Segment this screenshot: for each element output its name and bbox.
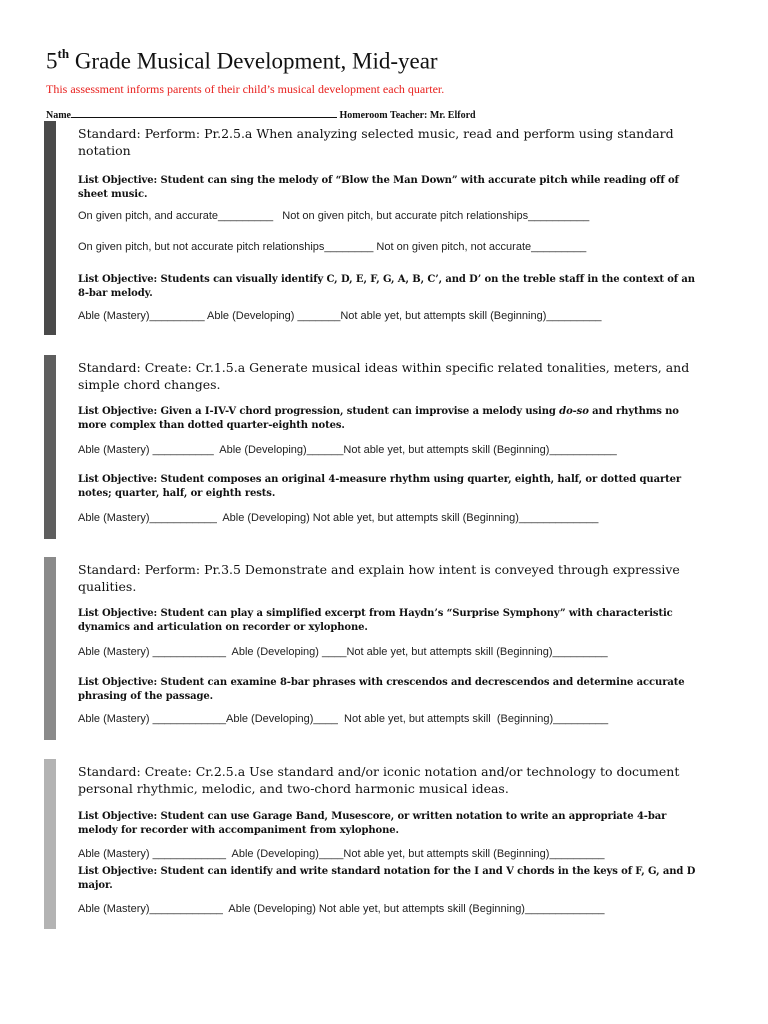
list-objective: List Objective: Student can use Garage Band, Musescore, or written notation to write an appropriate 4-bar melody for recorder with accompaniment from xylophone. xyxy=(78,811,667,836)
rating-row: Able (Mastery) ____________ Able (Developing) ____Not able yet, but attempts skill (Beginning)_________ xyxy=(78,646,608,658)
assessment-note: This assessment informs parents of their child’s musical development each quarter. xyxy=(46,82,445,96)
rating-row: Able (Mastery)___________ Able (Developing) Not able yet, but attempts skill (Beginning)_____________ xyxy=(78,512,599,524)
list-objective: List Objective: Students can visually identify C, D, E, F, G, A, B, C’, and D’ on the treble staff in the context of an 8-bar melody. xyxy=(78,274,695,299)
list-objective: List Objective: Student can examine 8-bar phrases with crescendos and decrescendos and determine accurate phrasing of the passage. xyxy=(78,677,685,702)
rating-row: Able (Mastery)____________ Able (Developing) Not able yet, but attempts skill (Beginning)_____________ xyxy=(78,903,605,915)
standard-heading: Standard: Create: Cr.2.5.a Use standard and/or iconic notation and/or technology to document personal rhythmic, melodic, and two-chord harmonic musical ideas. xyxy=(78,764,680,796)
list-objective xyxy=(78,405,708,433)
list-objective: List Objective: Student can sing the melody of “Blow the Man Down” with accurate pitch while reading off of sheet music. xyxy=(78,175,679,200)
objective-text-start: List Objective: Given a I-IV-V chord progression, student can improvise a melody using xyxy=(78,406,560,417)
homeroom-teacher-label: Homeroom Teacher: Mr. Elford xyxy=(337,110,476,121)
section-color-bar xyxy=(44,759,56,929)
name-label: Name xyxy=(46,110,71,121)
section-color-bar xyxy=(44,355,56,539)
objective-text-end: and rhythms no more complex than dotted quarter-eighth notes. xyxy=(78,406,679,431)
title-text: Grade Musical Development, Mid-year xyxy=(69,48,438,74)
rating-row: On given pitch, and accurate_________ Not on given pitch, but accurate pitch relationships__________ xyxy=(78,210,590,222)
standard-heading: Standard: Perform: Pr.2.5.a When analyzing selected music, read and perform using standard notation xyxy=(78,126,674,158)
list-objective: List Objective: Student can play a simplified excerpt from Haydn’s “Surprise Symphony” with characteristic dynamics and articulation on recorder or xylophone. xyxy=(78,608,673,633)
list-objective: List Objective: Student composes an original 4-measure rhythm using quarter, eighth, half, or dotted quarter notes; quarter, half, or eighth rests. xyxy=(78,474,682,499)
rating-row: Able (Mastery) __________ Able (Developing)______Not able yet, but attempts skill (Beginning)___________ xyxy=(78,444,617,456)
page-title xyxy=(46,48,438,75)
section-color-bar xyxy=(44,121,56,335)
rating-row: Able (Mastery) ____________ Able (Developing)____Not able yet, but attempts skill (Beginning)_________ xyxy=(78,848,605,860)
section-color-bar xyxy=(44,557,56,740)
rating-row: Able (Mastery) ____________Able (Developing)____ Not able yet, but attempts skill (Beginning)_________ xyxy=(78,713,609,725)
standard-heading: Standard: Create: Cr.1.5.a Generate musical ideas within specific related tonalities, meters, and simple chord changes. xyxy=(78,360,690,392)
standard-heading: Standard: Perform: Pr.3.5 Demonstrate and explain how intent is conveyed through expressive qualities. xyxy=(78,562,680,594)
objective-solfege-term: do-so xyxy=(559,406,589,417)
rating-row: On given pitch, but not accurate pitch relationships________ Not on given pitch, not accurate_________ xyxy=(78,241,587,253)
title-grade-number: 5 xyxy=(46,48,58,74)
list-objective: List Objective: Student can identify and write standard notation for the I and V chords in the keys of F, G, and D major. xyxy=(78,866,696,891)
name-blank-field[interactable] xyxy=(71,108,337,118)
title-ordinal-suffix: th xyxy=(57,46,70,61)
name-teacher-line xyxy=(46,108,476,121)
rating-row: Able (Mastery)_________ Able (Developing) _______Not able yet, but attempts skill (Beginning)_________ xyxy=(78,310,602,322)
